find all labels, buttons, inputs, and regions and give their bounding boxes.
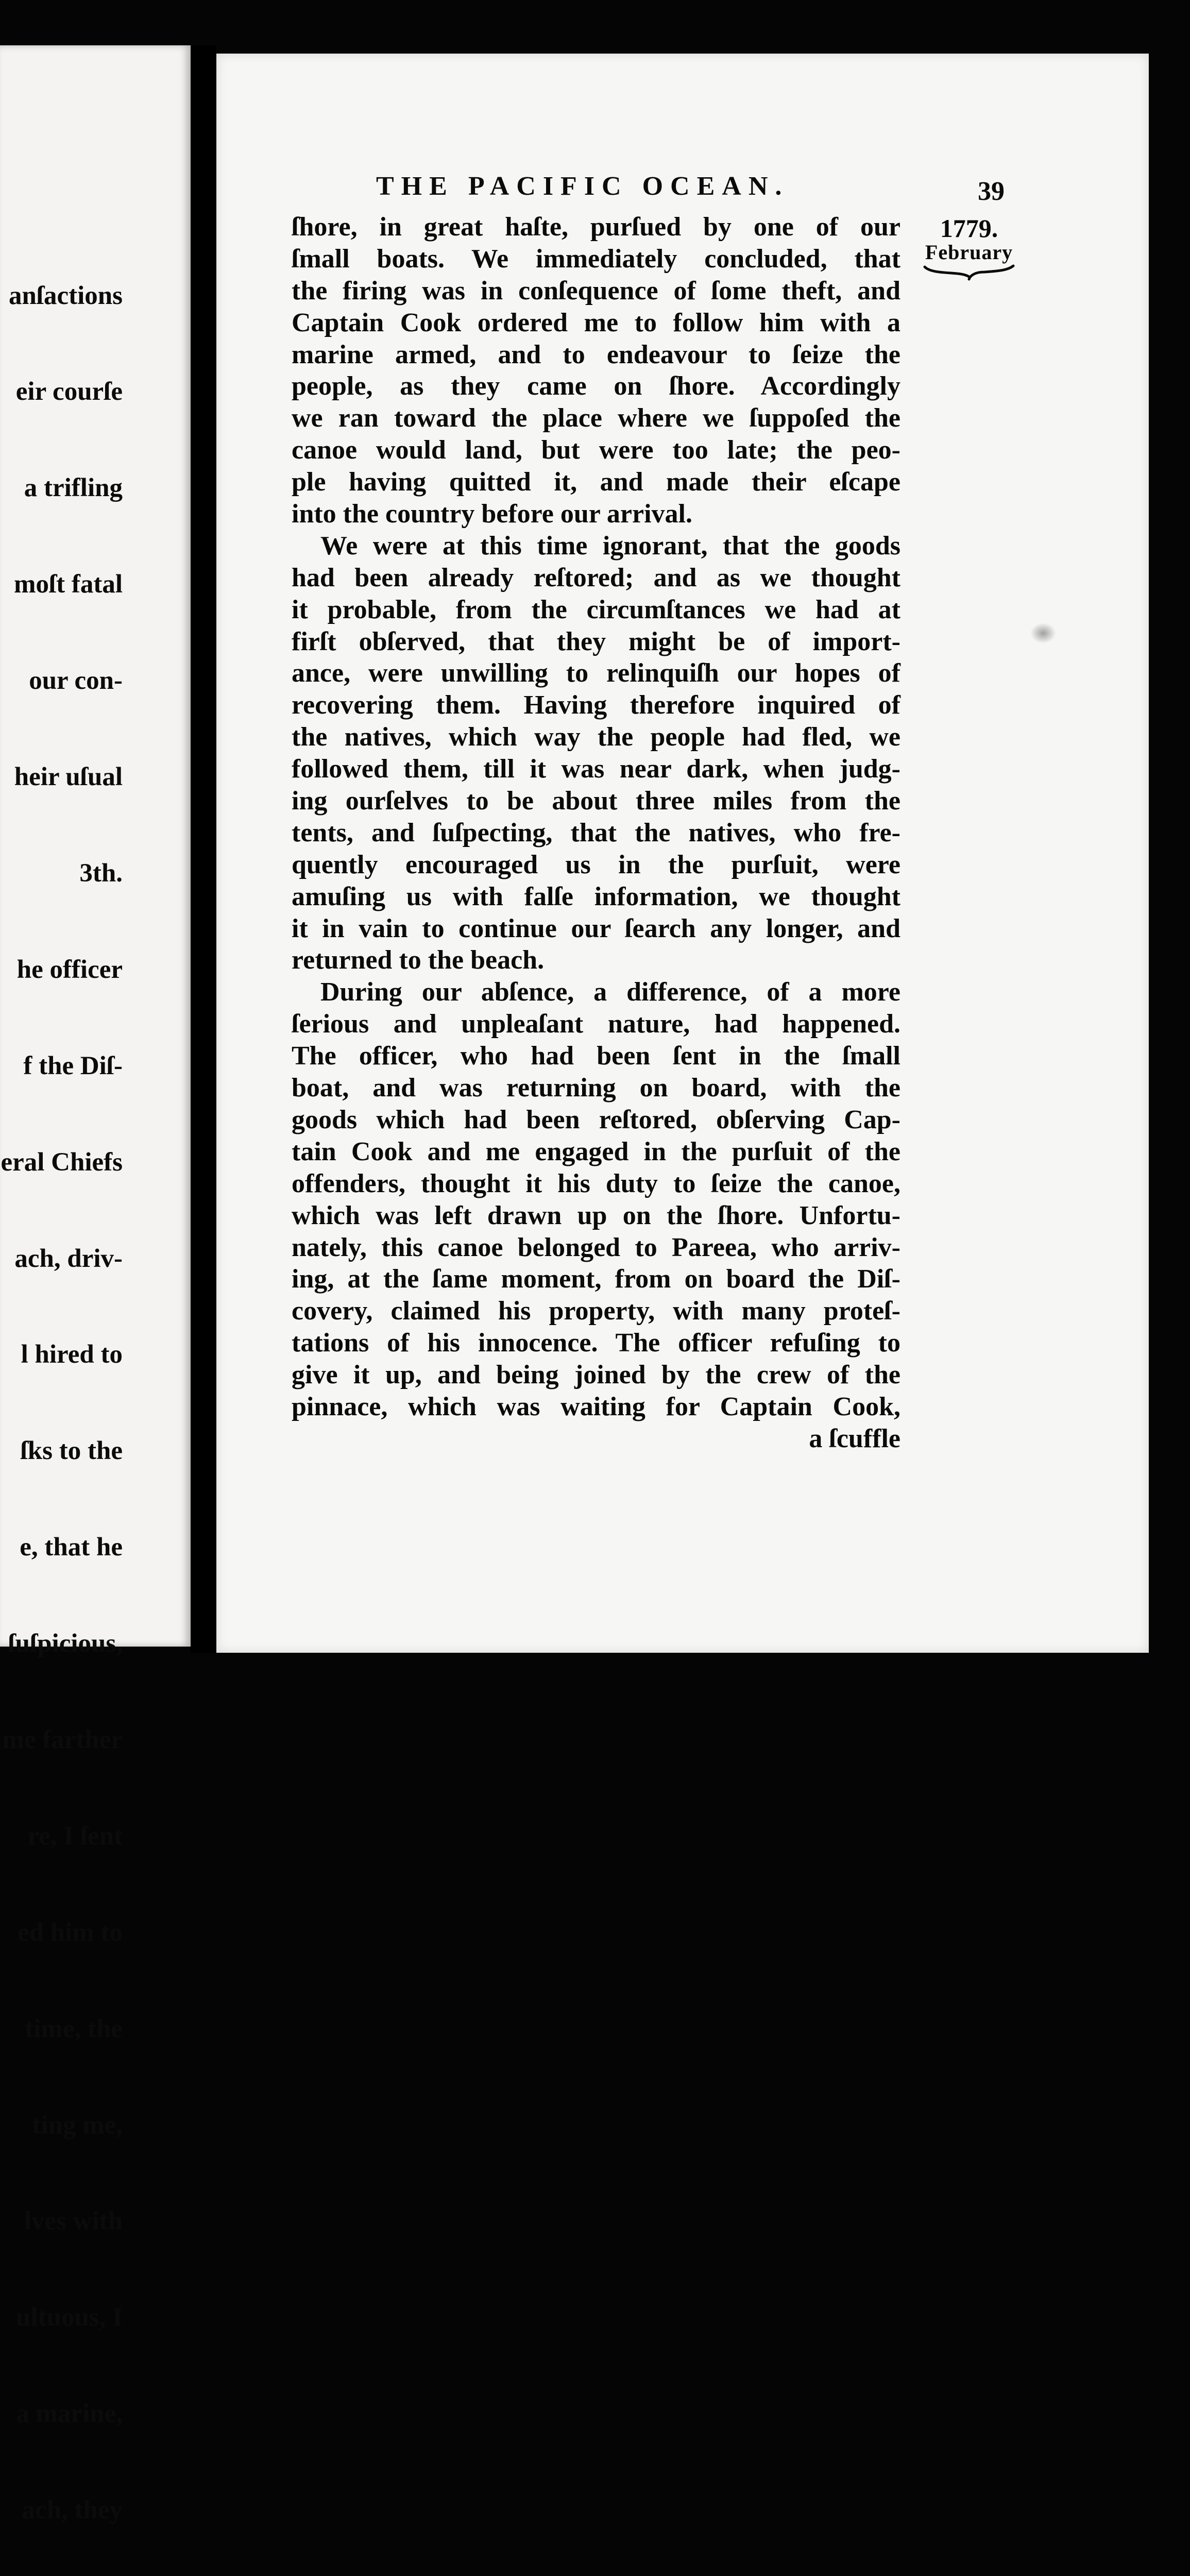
page-number: 39 xyxy=(978,177,1005,206)
text-line: During our abſence, a difference, of a more xyxy=(320,977,900,1007)
text-line: ſhore, in great haſte, purſued by one of our xyxy=(292,212,900,242)
margin-year: 1779. xyxy=(940,214,998,243)
running-head: THE PACIFIC OCEAN. xyxy=(376,172,789,201)
text-line: nately, this canoe belonged to Pareea, who arriv- xyxy=(292,1232,900,1262)
text-line: time, the xyxy=(25,2014,123,2043)
text-line: tents, and ſuſpecting, that the natives, who fre- xyxy=(292,818,900,848)
text-line: amuſing us with falſe information, we thought xyxy=(292,882,900,911)
text-line: returned to the beach. xyxy=(292,945,545,975)
catchword: a ſcuffle xyxy=(809,1423,900,1453)
text-line: ple having quitted it, and made their eſcape xyxy=(292,467,900,497)
text-line: tain Cook and me engaged in the purſuit of the xyxy=(292,1137,900,1166)
text-line: give it up, and being joined by the crew of the xyxy=(292,1360,900,1390)
text-line: pinnace, which was waiting for Captain Cook, xyxy=(292,1392,900,1421)
text-line: We were at this time ignorant, that the goods xyxy=(320,531,900,561)
text-line: canoe would land, but were too late; the peo- xyxy=(292,435,900,465)
text-line: our con- xyxy=(29,666,123,696)
text-line: into the country before our arrival. xyxy=(292,499,692,529)
text-line: ſmall boats. We immediately concluded, that xyxy=(292,244,900,274)
book-gutter xyxy=(191,45,216,1653)
text-line: recovering them. Having therefore inquired of xyxy=(292,690,900,720)
text-line: covery, claimed his property, with many proteſ- xyxy=(292,1296,900,1326)
text-line: the natives, which way the people had fled, we xyxy=(292,722,900,752)
current-page xyxy=(216,54,1149,1653)
text-line: had been already reſtored; and as we thought xyxy=(292,563,900,592)
text-line: 3th. xyxy=(79,858,123,888)
text-line: we ran toward the place where we ſuppoſed the xyxy=(292,403,900,433)
text-line: ed him to xyxy=(18,1918,123,1947)
text-line: a marine, xyxy=(16,2399,123,2429)
text-line: the firing was in conſequence of ſome theft, and xyxy=(292,276,900,306)
text-line: ing ourſelves to be about three miles from the xyxy=(292,786,900,816)
text-line: goods which had been reſtored, obſerving Cap- xyxy=(292,1105,900,1134)
body-text xyxy=(292,211,900,1455)
text-line: l hired to xyxy=(21,1340,123,1369)
text-line: marine armed, and to endeavour to ſeize the xyxy=(292,340,900,369)
text-line: eir courſe xyxy=(15,377,123,406)
text-line: moſt fatal xyxy=(13,570,123,599)
previous-page-text xyxy=(0,215,123,2576)
text-line: ſuſpicious, xyxy=(8,1629,123,1658)
margin-month: February xyxy=(925,241,1013,264)
text-line: e, that he xyxy=(20,1533,123,1562)
text-line: me farther xyxy=(2,1725,123,1754)
text-line: offenders, thought it his duty to ſeize the canoe, xyxy=(292,1168,900,1198)
text-line: ting me, xyxy=(32,2110,123,2140)
text-line: ing, at the ſame moment, from on board the Diſ- xyxy=(292,1264,900,1294)
text-line: firſt obſerved, that they might be of import- xyxy=(292,626,900,656)
text-line: it probable, from the circumſtances we had at xyxy=(292,595,900,624)
text-line: re, I ſent xyxy=(27,1821,123,1851)
text-line: a trifling xyxy=(24,473,123,503)
text-line: it in vain to continue our ſearch any longer, and xyxy=(292,913,900,943)
text-line: ſerious and unpleaſant nature, had happened. xyxy=(292,1009,900,1039)
text-line: followed them, till it was near dark, when judg- xyxy=(292,754,900,784)
text-line: lves with xyxy=(24,2207,123,2236)
text-line: Captain Cook ordered me to follow him with a xyxy=(292,308,900,337)
text-line: The officer, who had been ſent in the ſmall xyxy=(292,1041,900,1071)
text-line: anſactions xyxy=(8,281,123,310)
paper-blemish xyxy=(1030,623,1056,643)
text-line: f the Diſ- xyxy=(23,1051,123,1080)
text-line: quently encouraged us in the purſuit, were xyxy=(292,850,900,879)
text-line: ſks to the xyxy=(20,1436,123,1466)
text-line: which was left drawn up on the ſhore. Unfortu- xyxy=(292,1200,900,1230)
text-line: tations of his innocence. The officer refuſing to xyxy=(292,1328,900,1358)
text-line: heir uſual xyxy=(14,762,123,792)
previous-page-fragment xyxy=(0,45,191,2525)
text-line: he officer xyxy=(16,955,123,984)
curly-brace-icon xyxy=(923,264,1015,280)
text-line: ultuous, I xyxy=(16,2303,123,2332)
text-line: ance, were unwilling to relinquiſh our hopes of xyxy=(292,658,900,688)
text-line: people, as they came on ſhore. Accordingly xyxy=(292,371,900,401)
text-line: ach, they xyxy=(22,2496,123,2525)
text-line: eral Chiefs xyxy=(1,1147,123,1177)
text-line: boat, and was returning on board, with the xyxy=(292,1073,900,1103)
text-line: ach, driv- xyxy=(14,1244,123,1273)
margin-date-note xyxy=(915,214,1023,280)
